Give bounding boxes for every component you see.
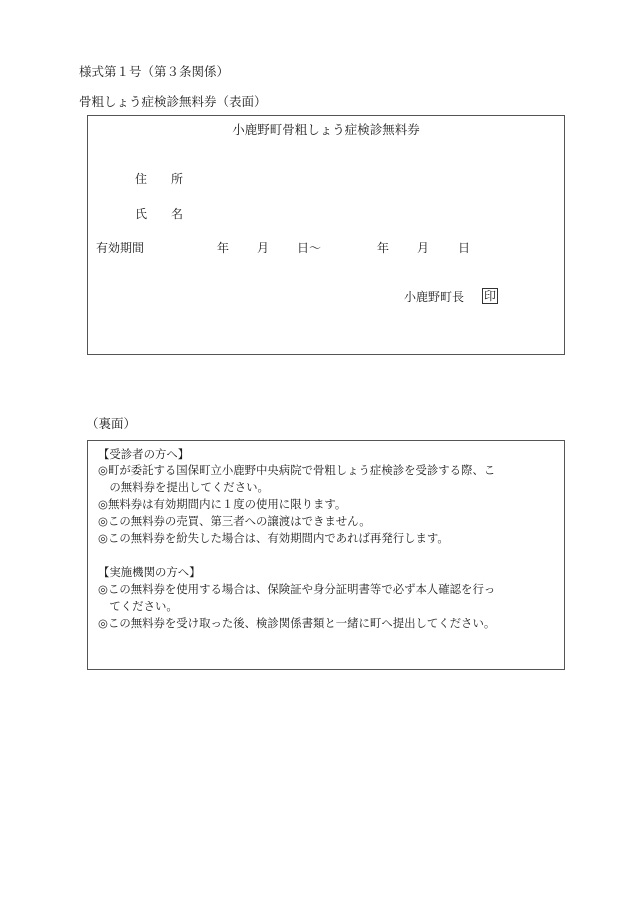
back-caption: （裏面） xyxy=(86,416,137,431)
list-item: ◎無料券は有効期間内に１度の使用に限ります。 xyxy=(98,497,347,511)
coupon-back xyxy=(87,440,565,670)
seal-mark: 印 xyxy=(484,289,497,303)
validity-year-end: 年 xyxy=(377,241,390,255)
coupon-front xyxy=(87,115,565,355)
list-item: の無料券を提出してください。 xyxy=(98,480,269,494)
validity-year-start: 年 xyxy=(217,241,230,255)
list-item: ◎この無料券を受け取った後、検診関係書類と一緒に町へ提出してください。 xyxy=(98,616,496,630)
list-item: てください。 xyxy=(98,599,178,613)
list-item: ◎この無料券を使用する場合は、保険証や身分証明書等で必ず本人確認を行っ xyxy=(98,582,496,596)
name-label: 氏 名 xyxy=(135,207,184,221)
front-caption: 骨粗しょう症検診無料券（表面） xyxy=(79,94,267,109)
validity-month-start: 月 xyxy=(257,241,270,255)
list-item: ◎この無料券の売買、第三者への譲渡はできません。 xyxy=(98,514,371,528)
list-item: ◎町が委託する国保町立小鹿野中央病院で骨粗しょう症検診を受診する際、こ xyxy=(98,463,496,477)
examinee-heading: 【受診者の方へ】 xyxy=(98,447,190,461)
coupon-title: 小鹿野町骨粗しょう症検診無料券 xyxy=(232,122,420,137)
institution-heading: 【実施機関の方へ】 xyxy=(98,565,201,579)
validity-month-end: 月 xyxy=(417,241,430,255)
address-label: 住 所 xyxy=(135,172,184,186)
validity-day-end: 日 xyxy=(458,241,471,255)
seal-stamp xyxy=(482,288,498,304)
list-item: ◎この無料券を紛失した場合は、有効期間内であれば再発行します。 xyxy=(98,531,449,545)
form-number: 様式第１号（第３条関係） xyxy=(79,64,230,79)
validity-day-start: 日〜 xyxy=(297,241,322,255)
issuer: 小鹿野町長 xyxy=(404,290,465,304)
validity-label: 有効期間 xyxy=(96,241,145,255)
